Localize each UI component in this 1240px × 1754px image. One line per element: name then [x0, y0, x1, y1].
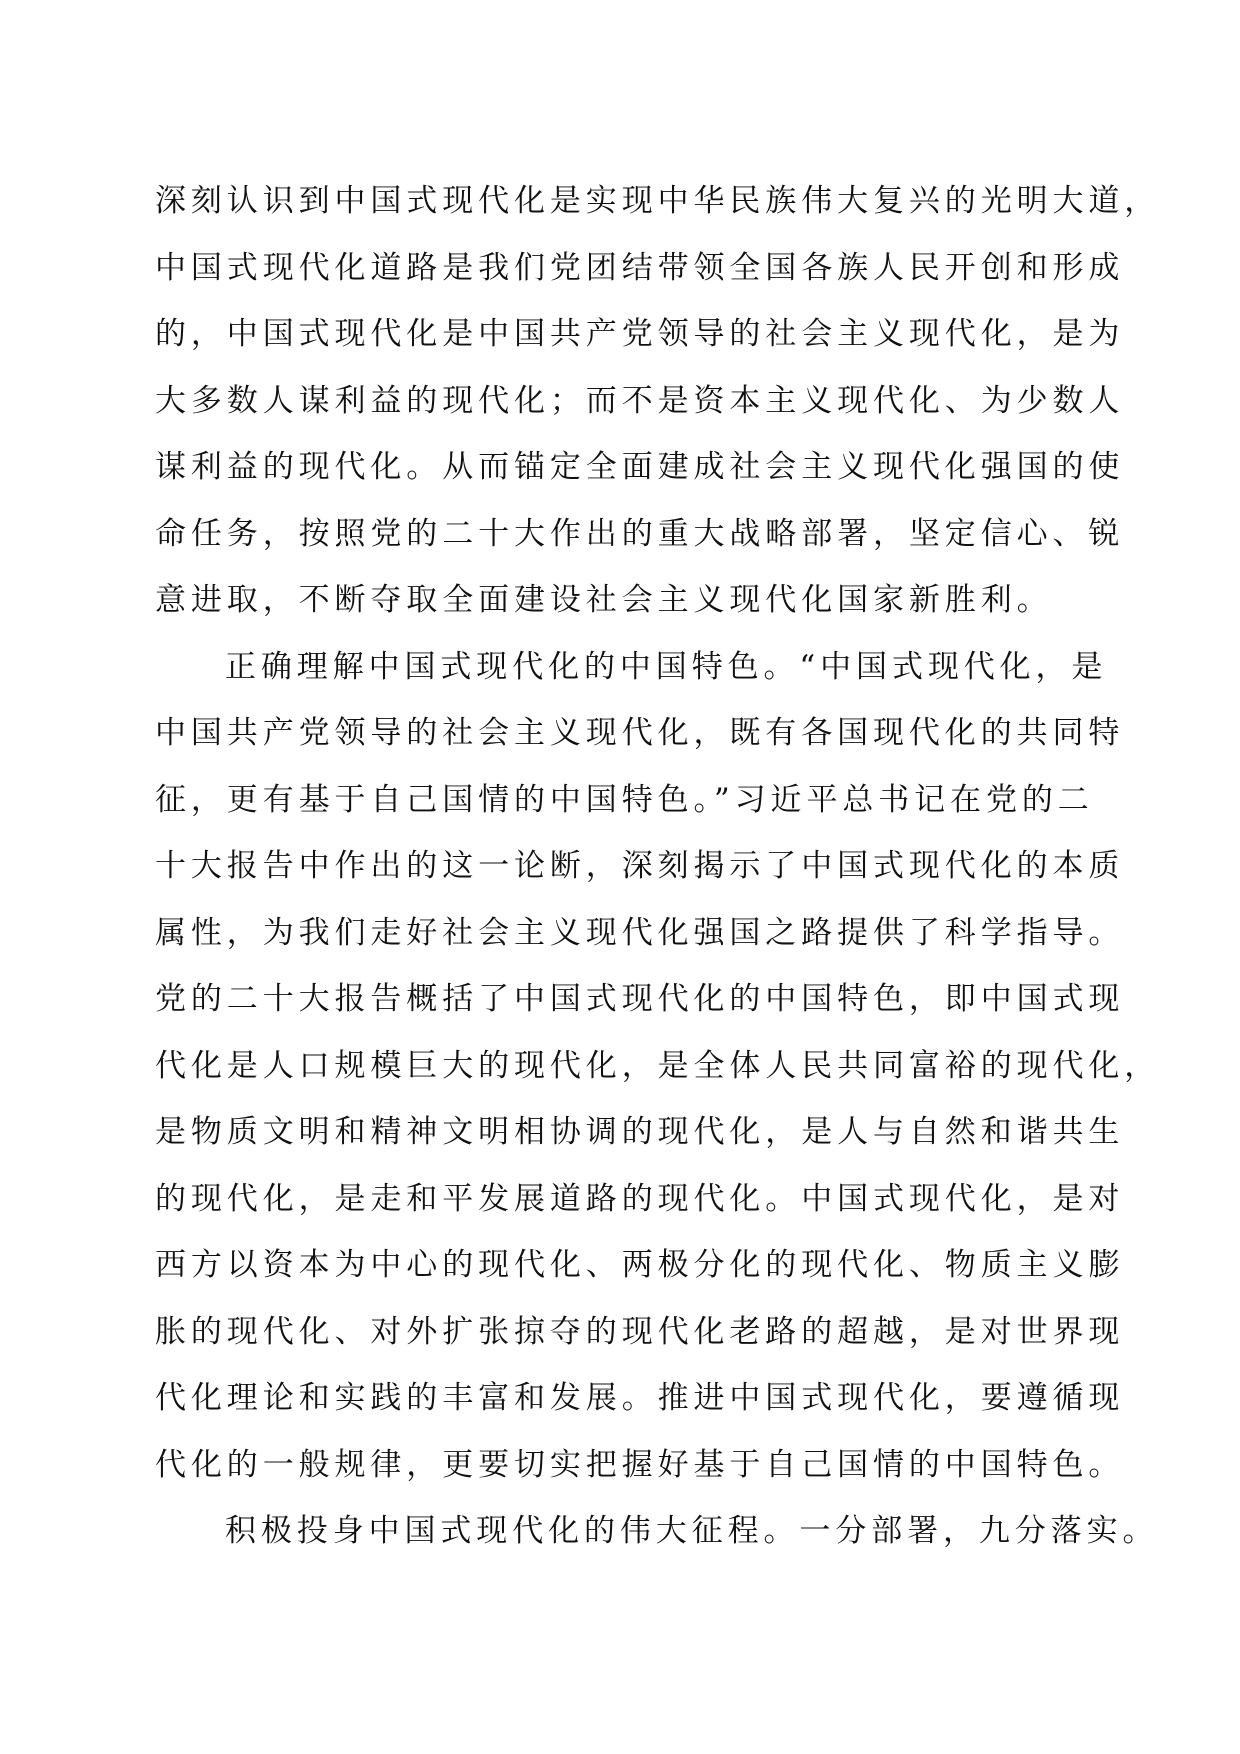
paragraph-heading-line: 正确理解中国式现代化的中国特色。“中国式现代化，是: [225, 648, 1108, 685]
text-line: 深刻认识到中国式现代化是实现中华民族伟大复兴的光明大道，: [155, 183, 1161, 219]
text-line: 谋利益的现代化。从而锚定全面建成社会主义现代化强国的使: [155, 449, 1125, 485]
text-line: 胀的现代化、对外扩张掠夺的现代化老路的超越，是对世界现: [155, 1313, 1125, 1350]
text-line: 的，中国式现代化是中国共产党领导的社会主义现代化，是为: [155, 316, 1125, 352]
paragraph-heading-line: 积极投身中国式现代化的伟大征程。一分部署，九分落实。: [225, 1513, 1159, 1549]
text-line: 十大报告中作出的这一论断，深刻揭示了中国式现代化的本质: [155, 848, 1125, 884]
body-text: [155, 168, 1161, 1565]
text-line: 的现代化，是走和平发展道路的现代化。中国式现代化，是对: [155, 1180, 1125, 1217]
text-line: 是物质文明和精神文明相协调的现代化，是人与自然和谐共生: [155, 1114, 1125, 1150]
text-line: 西方以资本为中心的现代化、两极分化的现代化、物质主义膨: [155, 1247, 1125, 1283]
text-line: 属性，为我们走好社会主义现代化强国之路提供了科学指导。: [155, 914, 1125, 951]
text-line: 代化是人口规模巨大的现代化，是全体人民共同富裕的现代化，: [155, 1047, 1161, 1084]
text-line: 党的二十大报告概括了中国式现代化的中国特色，即中国式现: [155, 981, 1125, 1017]
text-line: 代化的一般规律，更要切实把握好基于自己国情的中国特色。: [155, 1446, 1125, 1483]
text-line: 征，更有基于自己国情的中国特色。”习近平总书记在党的二: [155, 781, 1094, 818]
text-line: 代化理论和实践的丰富和发展。推进中国式现代化，要遵循现: [155, 1380, 1125, 1416]
text-line: 命任务，按照党的二十大作出的重大战略部署，坚定信心、锐: [155, 515, 1125, 552]
text-line: 大多数人谋利益的现代化；而不是资本主义现代化、为少数人: [155, 382, 1125, 419]
text-line: 中国共产党领导的社会主义现代化，既有各国现代化的共同特: [155, 715, 1125, 751]
text-line: 意进取，不断夺取全面建设社会主义现代化国家新胜利。: [155, 582, 1053, 618]
text-line: 中国式现代化道路是我们党团结带领全国各族人民开创和形成: [155, 249, 1125, 286]
